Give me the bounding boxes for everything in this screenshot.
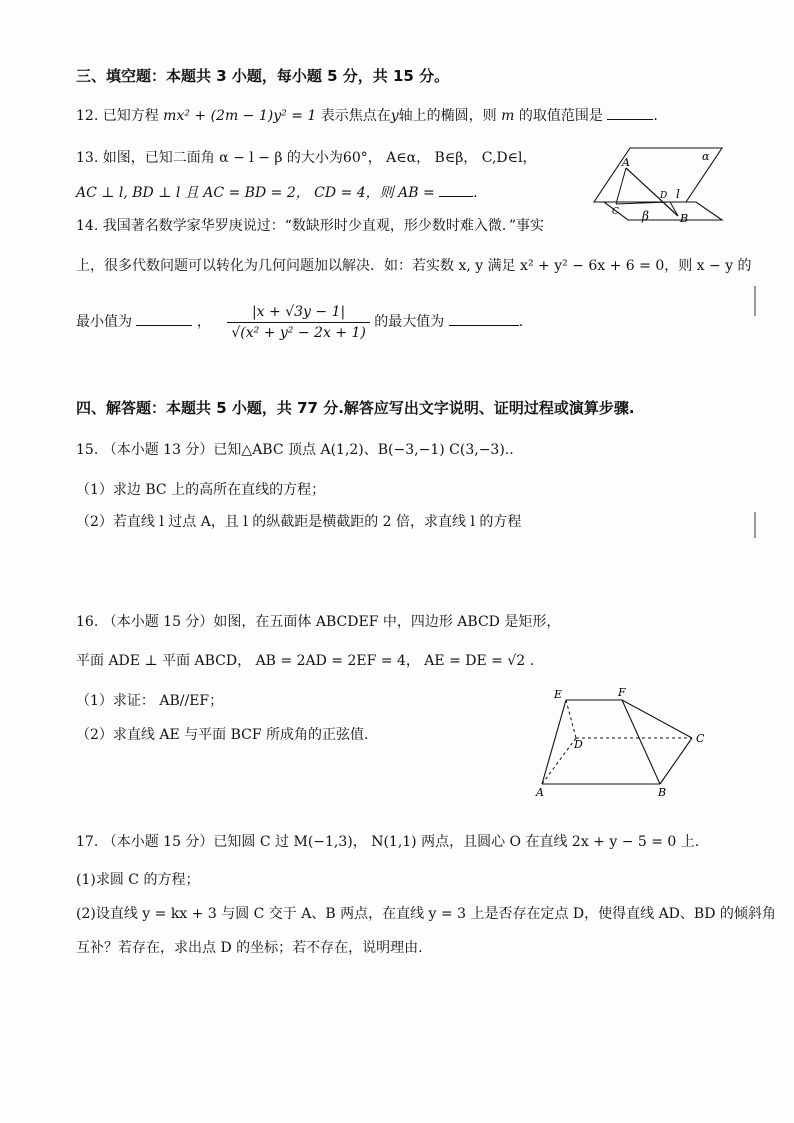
section3-heading: 三、填空题：本题共 3 小题，每小题 5 分，共 15 分。 [76,67,450,85]
fig16-label-F: F [618,686,626,699]
fig16-label-C: C [696,732,705,745]
fig13-label-C: C [612,207,619,217]
question-16-part1: （1）求证： AB//EF； [76,693,224,709]
q14-number: 14. [76,218,99,234]
question-15-part1: （1）求边 BC 上的高所在直线的方程； [76,482,326,498]
question-16-stem1 [76,612,560,632]
question-17-stem [76,832,699,852]
q14-max-label: 的最大值为 [374,314,445,330]
q17-number: 17. [76,834,99,850]
q14-fraction-denominator: √(x² + y² − 2x + 1) [231,324,366,341]
fig13-label-D: D [660,191,668,201]
q12-text-c: 轴上的椭圆，则 [398,108,497,124]
fig13-label-B: B [680,212,689,225]
q14-fraction [227,303,369,342]
q14-answer-blank-1[interactable] [136,311,192,326]
q16-number: 16. [76,614,99,630]
question-12: 12. 已知方程 mx² + (2m − 1)y² = 1 表示焦点在y轴上的椭圆，则 m 的取值范围是 . [76,105,658,126]
question-15-stem [76,440,514,460]
q13-number: 13. [76,150,99,166]
q12-equation: mx² + (2m − 1)y² = 1 [163,108,317,124]
question-16-part2: （2）求直线 AE 与平面 BCF 所成角的正弦值. [76,727,369,743]
question-13-line1 [76,148,536,168]
scan-edge-mark-top [754,286,756,316]
q14-line1: 我国著名数学家华罗庚说过：“数缺形时少直观，形少数时难入微．”事实 [102,218,545,234]
q17-stem: （本小题 15 分）已知圆 C 过 M(−1,3)， N(1,1) 两点，且圆心 O 在直线 2x + y − 5 = 0 上. [102,834,700,850]
question-14-line1 [76,216,544,236]
scan-edge-mark-bottom [754,512,756,538]
fig16-label-D: D [574,738,583,751]
q15-number: 15. [76,442,99,458]
question-17-part1: (1)求圆 C 的方程； [76,872,200,888]
q16-stem1: （本小题 15 分）如图，在五面体 ABCDEF 中，四边形 ABCD 是矩形， [102,614,561,630]
q12-answer-blank[interactable] [607,105,653,120]
fig13-label-A: A [622,156,630,169]
question-17-part2b: 互补？若存在，求出点 D 的坐标；若不存在，说明理由. [76,940,423,956]
q12-text-d: 的取值范围是 [518,108,603,124]
fig16-label-B: B [658,786,667,799]
q14-answer-blank-2[interactable] [449,311,519,326]
fig13-label-l: l [676,187,680,201]
q14-min-label: 最小值为 [76,314,132,330]
q12-y: y [390,108,399,124]
question-15-part2: （2）若直线 l 过点 A，且 l 的纵截距是横截距的 2 倍，求直线 l 的方程 [76,514,522,530]
section4-heading: 四、解答题：本题共 5 小题，共 77 分.解答应写出文字说明、证明过程或演算步骤. [76,399,635,417]
q13-line2: AC ⊥ l, BD ⊥ l 且 AC = BD = 2， CD = 4，则 AB = [76,185,435,201]
q14-line2: 上，很多代数问题可以转化为几何问题加以解决．如：若实数 x, y 满足 x² + y² − 6x + 6 = 0，则 x − y 的 [76,258,752,274]
question-13-line2: AC ⊥ l, BD ⊥ l 且 AC = BD = 2， CD = 4，则 AB = . [76,182,478,203]
fig16-label-A: A [536,786,544,799]
q13-answer-blank[interactable] [439,182,473,197]
pentahedron-figure [530,684,720,800]
question-16-stem2: 平面 ADE ⊥ 平面 ABCD， AB = 2AD = 2EF = 4， AE = DE = √2 . [76,653,535,669]
q12-m: m [501,108,515,124]
q12-text-b: 表示焦点在 [320,108,391,124]
fig16-label-E: E [554,688,563,701]
question-17-part2a: (2)设直线 y = kx + 3 与圆 C 交于 A、B 两点，在直线 y = 3 上是否存在定点 D，使得直线 AD、BD 的倾斜角 [76,906,776,922]
q13-line1: 如图，已知二面角 α − l − β 的大小为60°， A∈α， B∈β， C,D∈l， [102,150,537,166]
q12-text-a: 已知方程 [102,108,159,124]
fig13-label-beta: β [642,209,649,223]
fig13-label-alpha: α [702,150,710,163]
q14-fraction-numerator: |x + √3y − 1| [227,303,369,323]
q12-number: 12. [76,108,99,124]
q15-stem: （本小题 13 分）已知△ABC 顶点 A(1,2)、B(−3,−1) C(3,−3).. [102,442,514,458]
question-14-line2 [76,256,752,276]
question-14-line3: 最小值为 ， $\frac{|x + √3y - 1|}{\text{√(x² + y² − 2x + 1)}}$ 的最大值为 . [76,303,524,341]
dihedral-angle-figure [586,140,726,230]
